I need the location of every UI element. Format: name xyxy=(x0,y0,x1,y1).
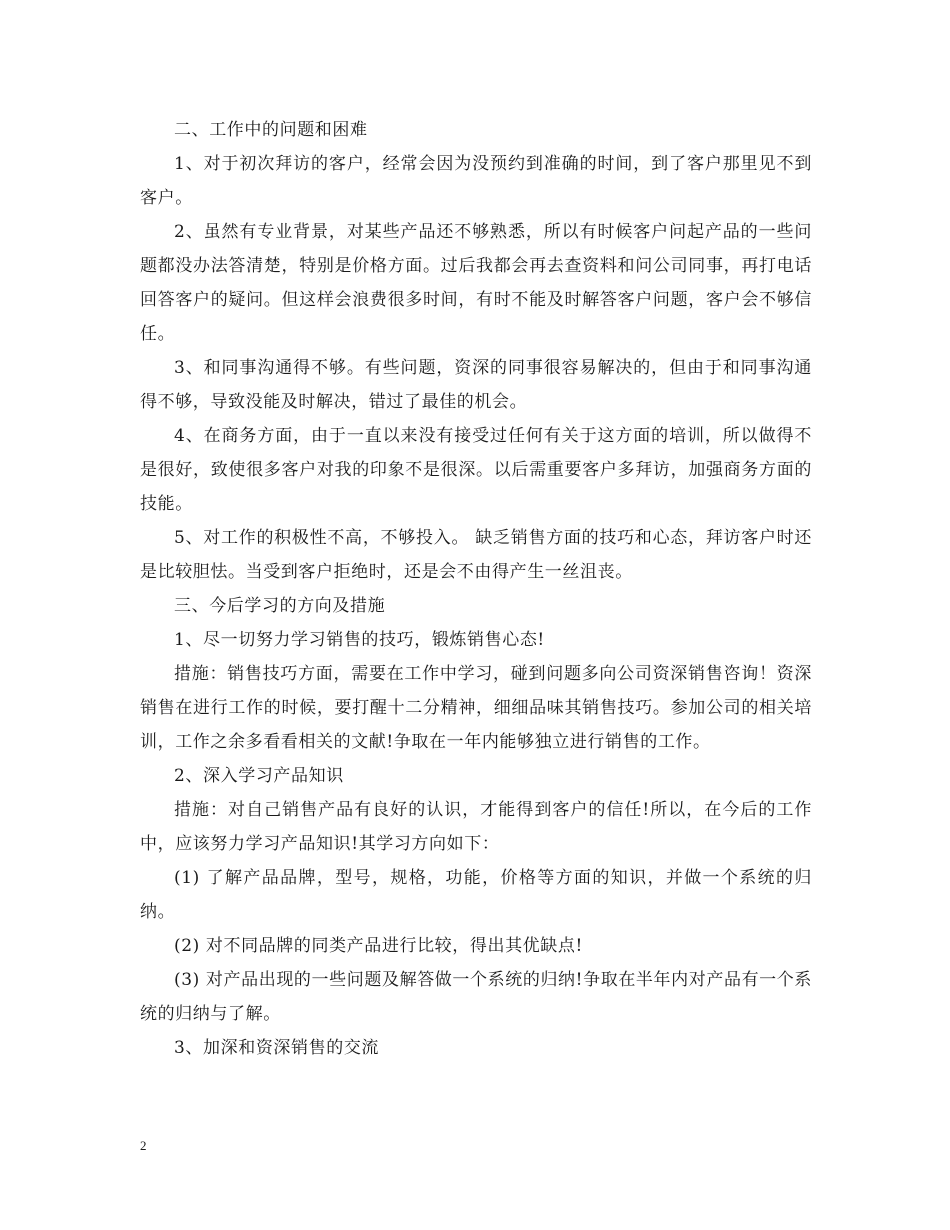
section-heading-problems: 二、工作中的问题和困难 xyxy=(174,120,368,140)
list-item: (1) 了解产品品牌，型号，规格，功能，价格等方面的知识，并做一个系统的归纳。 xyxy=(140,868,812,922)
list-item: (2) 对不同品牌的同类产品进行比较，得出其优缺点! xyxy=(174,936,583,956)
paragraph: 1、对于初次拜访的客户，经常会因为没预约到准确的时间，到了客户那里见不到客户。 xyxy=(140,154,812,208)
paragraph: 措施：销售技巧方面，需要在工作中学习，碰到问题多向公司资深销售咨询！资深销售在进行工作的时候，要打醒十二分精神，细细品味其销售技巧。参加公司的相关培训，工作之余多看看相关的文献!争取在一年内能够独立进行销售的工作。 xyxy=(140,664,812,752)
paragraph: 1、尽一切努力学习销售的技巧，锻炼销售心态! xyxy=(174,630,545,650)
section-heading-future-plans: 三、今后学习的方向及措施 xyxy=(174,596,386,616)
paragraph: 措施：对自己销售产品有良好的认识，才能得到客户的信任!所以，在今后的工作中，应该努力学习产品知识!其学习方向如下： xyxy=(140,800,812,854)
paragraph: 4、在商务方面，由于一直以来没有接受过任何有关于这方面的培训，所以做得不是很好，致使很多客户对我的印象不是很深。以后需重要客户多拜访，加强商务方面的技能。 xyxy=(140,426,812,514)
paragraph: 3、和同事沟通得不够。有些问题，资深的同事很容易解决的，但由于和同事沟通得不够，导致没能及时解决，错过了最佳的机会。 xyxy=(140,358,812,412)
page-number: 2 xyxy=(140,1138,147,1153)
paragraph: 3、加深和资深销售的交流 xyxy=(174,1038,380,1058)
paragraph: 2、虽然有专业背景，对某些产品还不够熟悉，所以有时候客户问起产品的一些问题都没办法答清楚，特别是价格方面。过后我都会再去查资料和问公司同事，再打电话回答客户的疑问。但这样会浪费很多时间，有时不能及时解答客户问题，客户会不够信任。 xyxy=(140,222,812,344)
document-body xyxy=(140,113,812,1065)
paragraph: 5、对工作的积极性不高，不够投入。 缺乏销售方面的技巧和心态，拜访客户时还是比较胆怯。当受到客户拒绝时，还是会不由得产生一丝沮丧。 xyxy=(140,528,812,582)
list-item: (3) 对产品出现的一些问题及解答做一个系统的归纳!争取在半年内对产品有一个系统的归纳与了解。 xyxy=(140,970,812,1024)
paragraph: 2、深入学习产品知识 xyxy=(174,766,344,786)
